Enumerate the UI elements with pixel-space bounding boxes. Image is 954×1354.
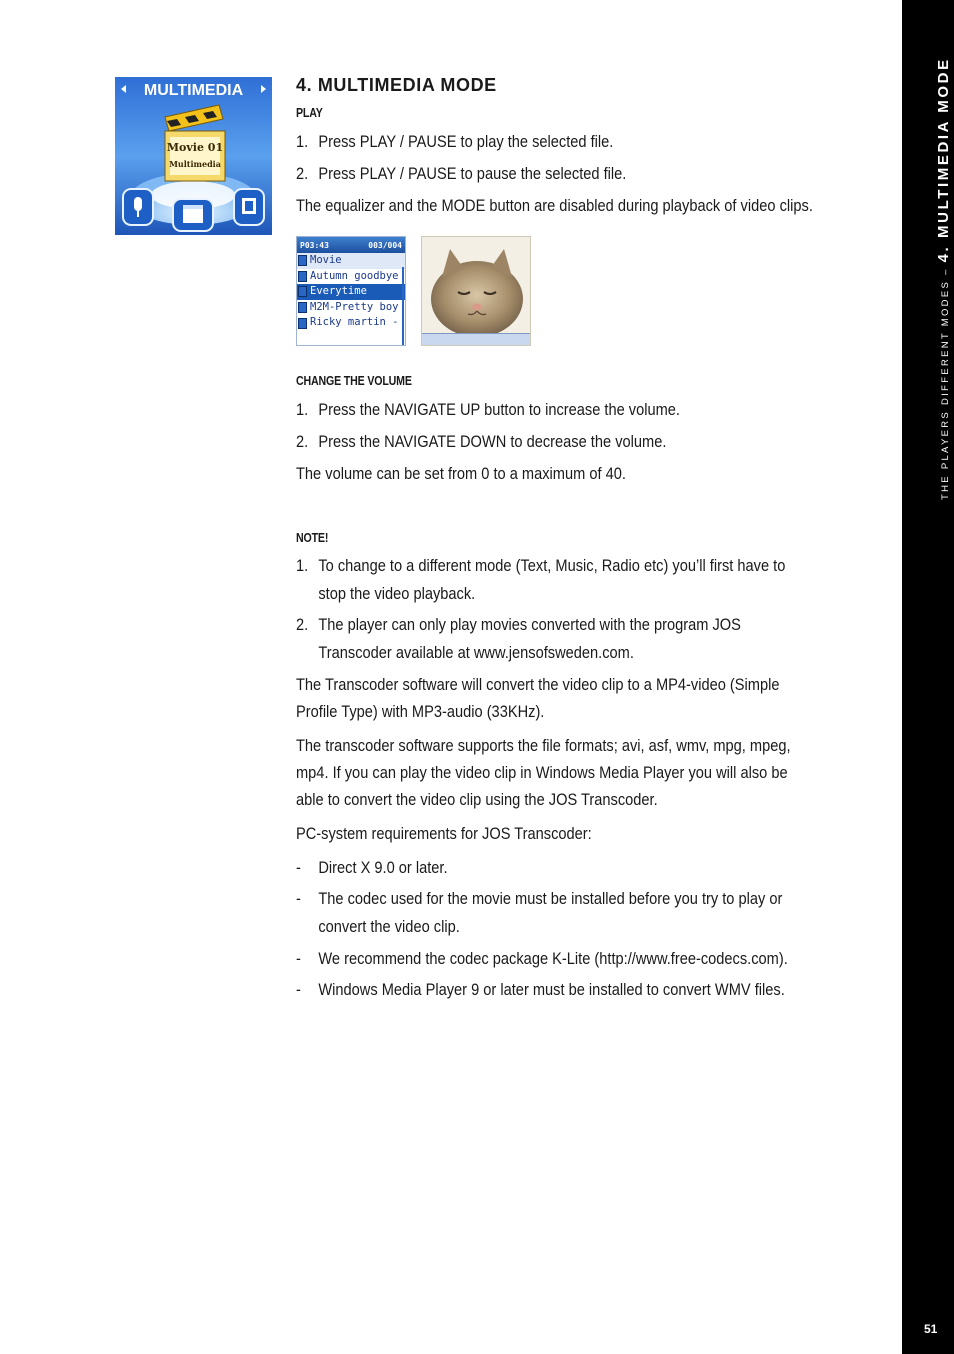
multimedia-mode-icon xyxy=(115,77,272,235)
play-heading: PLAY xyxy=(296,106,323,120)
page-number: 51 xyxy=(924,1322,938,1336)
video-clapper-icon xyxy=(173,199,213,231)
video-file-icon xyxy=(298,286,307,297)
bullet-item-continuation: convert the video clip. xyxy=(318,917,460,936)
list-item: 2. Press PLAY / PAUSE to pause the selected file. xyxy=(296,164,627,183)
player-video-playback-screenshot xyxy=(421,236,531,346)
paragraph-line: The transcoder software supports the file formats; avi, asf, wmv, mpg, mpeg, xyxy=(296,736,791,755)
picture-icon xyxy=(234,189,264,225)
video-file-icon xyxy=(298,302,307,313)
clapper-subtitle: Multimedia xyxy=(169,159,221,169)
sidebar-mode-label: 4. MULTIMEDIA MODE xyxy=(935,57,952,263)
kitten-image xyxy=(422,237,531,346)
folder-icon xyxy=(298,255,307,266)
list-item: 2. Press the NAVIGATE DOWN to decrease the volume. xyxy=(296,432,667,451)
paragraph-line: mp4. If you can play the video clip in Windows Media Player you will also be xyxy=(296,763,788,782)
bullet-item: - Windows Media Player 9 or later must be installed to convert WMV files. xyxy=(296,980,785,999)
player-file-list-screenshot xyxy=(296,236,406,346)
bullet-item: - The codec used for the movie must be installed before you try to play or xyxy=(296,889,783,908)
microphone-icon xyxy=(123,189,153,225)
list-item: Ricky martin - xyxy=(297,315,405,331)
player-status-bar xyxy=(297,237,405,253)
bullet-item: - We recommend the codec package K-Lite (http://www.free-codecs.com). xyxy=(296,949,788,968)
list-item-continuation: stop the video playback. xyxy=(318,584,476,603)
status-track-count: 003/004 xyxy=(368,240,402,250)
volume-note: The volume can be set from 0 to a maximum of 40. xyxy=(296,464,626,483)
video-file-icon xyxy=(298,318,307,329)
list-item: Autumn goodbye xyxy=(297,269,405,285)
requirements-intro: PC-system requirements for JOS Transcoder: xyxy=(296,824,592,843)
video-file-icon xyxy=(298,271,307,282)
list-item: 1. To change to a different mode (Text, Music, Radio etc) you’ll first have to xyxy=(296,556,786,575)
paragraph-line: Profile Type) with MP3-audio (33KHz). xyxy=(296,702,545,721)
list-item: 2. The player can only play movies converted with the program JOS xyxy=(296,615,741,634)
play-note: The equalizer and the MODE button are disabled during playback of video clips. xyxy=(296,196,813,215)
bullet-item: - Direct X 9.0 or later. xyxy=(296,858,448,877)
sidebar-label xyxy=(935,57,953,500)
list-item-selected: Everytime xyxy=(297,284,405,300)
volume-heading: CHANGE THE VOLUME xyxy=(296,374,412,388)
section-title: 4. MULTIMEDIA MODE xyxy=(296,75,497,95)
icon-banner-text: MULTIMEDIA xyxy=(143,82,244,99)
playback-control-bar xyxy=(422,333,530,345)
note-heading: NOTE! xyxy=(296,531,329,545)
list-item: 1. Press PLAY / PAUSE to play the selected file. xyxy=(296,132,614,151)
list-item-folder: Movie xyxy=(297,253,405,269)
paragraph-line: able to convert the video clip using the JOS Transcoder. xyxy=(296,790,658,809)
list-item: 1. Press the NAVIGATE UP button to increase the volume. xyxy=(296,400,680,419)
list-item-continuation: Transcoder available at www.jensofsweden.com. xyxy=(318,643,634,662)
sidebar-section-label: THE PLAYERS DIFFERENT MODES – xyxy=(940,262,951,500)
paragraph-line: The Transcoder software will convert the video clip to a MP4-video (Simple xyxy=(296,675,780,694)
clapperboard-icon xyxy=(165,105,225,181)
list-item: M2M-Pretty boy xyxy=(297,300,405,316)
scrollbar xyxy=(402,267,404,345)
status-time: P03:43 xyxy=(300,240,329,250)
clapper-title: Movie 01 xyxy=(166,141,224,154)
